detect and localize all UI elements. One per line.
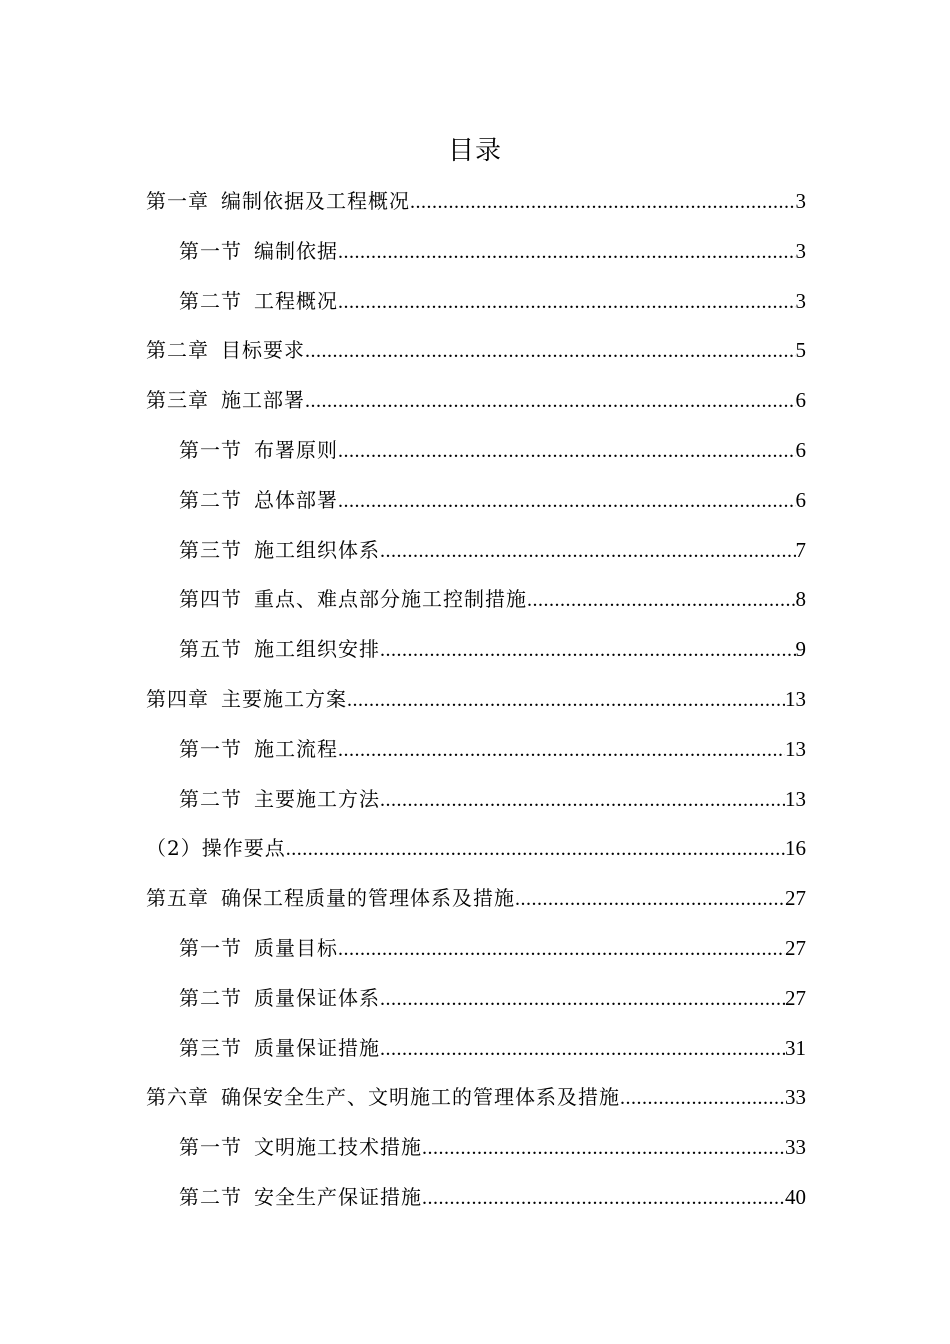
toc-entry-title: 目标要求 [221,338,305,363]
toc-entry[interactable] [146,580,806,630]
toc-page-number: 9 [795,637,806,662]
toc-page-number: 5 [795,338,806,363]
toc-entry-label [146,381,305,419]
toc-page-number: 7 [795,537,806,562]
toc-entry[interactable] [146,282,806,332]
toc-entry-number: 第四章 [146,686,209,711]
toc-entry-title: 确保工程质量的管理体系及措施 [221,886,515,911]
toc-list [146,182,806,1228]
toc-entry[interactable] [146,929,806,979]
toc-page-number: 33 [785,1135,806,1160]
toc-dot-leader [286,830,785,868]
toc-dot-leader [305,382,796,420]
toc-entry-label [146,1078,620,1116]
toc-dot-leader [422,1179,785,1217]
toc-entry-title: 质量保证措施 [254,1035,380,1060]
toc-entry-label [179,481,338,519]
toc-entry-label [179,929,338,967]
toc-entry[interactable] [146,1178,806,1228]
toc-entry[interactable] [146,680,806,730]
toc-entry-number: 第二节 [179,288,242,313]
toc-dot-leader [347,681,785,719]
toc-entry-number: 第一节 [179,1135,242,1160]
toc-entry[interactable] [146,879,806,929]
toc-entry[interactable] [146,381,806,431]
toc-entry-number: 第二章 [146,338,209,363]
toc-entry-number: 第三节 [179,1035,242,1060]
toc-entry-title: 重点、难点部分施工控制措施 [254,587,527,612]
toc-page-number: 6 [795,437,806,462]
toc-entry-number: 第二节 [179,1184,242,1209]
toc-entry-title: 施工部署 [221,388,305,413]
toc-entry-number: 第二节 [179,786,242,811]
toc-page-number: 16 [785,836,806,861]
toc-entry[interactable] [146,182,806,232]
toc-entry-label [179,630,380,668]
toc-entry-label [179,1128,422,1166]
toc-entry[interactable] [146,431,806,481]
toc-entry-label [146,182,410,220]
toc-page-number: 40 [785,1184,806,1209]
toc-entry-label [179,282,338,320]
toc-entry[interactable] [146,1078,806,1128]
toc-dot-leader [380,781,785,819]
toc-entry[interactable] [146,1128,806,1178]
toc-entry-title: 工程概况 [254,288,338,313]
toc-entry-number: 第一节 [179,238,242,263]
toc-entry[interactable] [146,979,806,1029]
toc-entry-label [179,730,338,768]
toc-entry-number: 第一节 [179,935,242,960]
toc-entry-label [179,1029,380,1067]
toc-page-number: 8 [795,587,806,612]
toc-entry-label [179,232,338,270]
toc-entry-title: 总体部署 [254,487,338,512]
toc-dot-leader [338,731,785,769]
toc-entry-label [179,1178,422,1216]
toc-dot-leader [338,930,785,968]
toc-page-number: 3 [795,238,806,263]
toc-dot-leader [338,283,796,321]
toc-entry[interactable] [146,331,806,381]
toc-dot-leader [338,432,796,470]
toc-entry-label [146,680,347,718]
toc-page-number: 3 [795,189,806,213]
toc-entry-label [179,431,338,469]
toc-entry-label [179,580,527,618]
toc-page-number: 13 [785,786,806,811]
toc-entry-number: 第一节 [179,437,242,462]
toc-entry[interactable] [146,1029,806,1079]
toc-entry-title: 文明施工技术措施 [254,1135,422,1160]
toc-entry[interactable] [146,730,806,780]
toc-entry-number: 第四节 [179,587,242,612]
toc-page-number: 6 [795,388,806,413]
toc-dot-leader [380,1030,785,1068]
toc-entry-label [179,531,380,569]
toc-page-number: 31 [785,1035,806,1060]
toc-entry-title: 确保安全生产、文明施工的管理体系及措施 [221,1085,620,1110]
toc-dot-leader [422,1129,785,1167]
toc-entry-number: 第五节 [179,637,242,662]
toc-dot-leader [380,532,796,570]
toc-dot-leader [527,581,796,619]
toc-entry-title: 施工流程 [254,736,338,761]
toc-entry-number: 第六章 [146,1085,209,1110]
toc-page-number: 33 [785,1085,806,1110]
toc-entry-title: 施工组织安排 [254,637,380,662]
toc-entry-number: 第三章 [146,388,209,413]
toc-entry-title: 施工组织体系 [254,537,380,562]
toc-entry-label [179,979,380,1017]
toc-entry-number: 第一节 [179,736,242,761]
toc-page-number: 13 [785,736,806,761]
toc-title: 目录 [447,136,502,166]
toc-entry-label [146,331,305,369]
toc-entry-number: 第三节 [179,537,242,562]
toc-entry-label [146,829,286,867]
toc-page-number: 13 [785,686,806,711]
toc-entry[interactable] [146,481,806,531]
toc-entry-number: 第二节 [179,985,242,1010]
toc-entry[interactable] [146,232,806,282]
toc-entry-title: 质量保证体系 [254,985,380,1010]
toc-entry-number: 第二节 [179,487,242,512]
toc-page-number: 27 [785,935,806,960]
toc-dot-leader [515,880,785,918]
toc-dot-leader [305,332,796,370]
toc-entry-number: 第五章 [146,886,209,911]
toc-entry-title: 编制依据 [254,238,338,263]
toc-entry-title: 主要施工方法 [254,786,380,811]
toc-entry-label [179,780,380,818]
toc-entry-number: （2） [146,836,202,861]
toc-entry-number: 第一章 [146,189,209,213]
toc-page-number: 27 [785,985,806,1010]
toc-page-number: 3 [795,288,806,313]
toc-page-number: 6 [795,487,806,512]
toc-dot-leader [410,183,796,221]
toc-dot-leader [338,482,796,520]
toc-entry[interactable] [146,630,806,680]
toc-dot-leader [380,980,785,1018]
toc-entry-title: 质量目标 [254,935,338,960]
toc-entry-title: 编制依据及工程概况 [221,189,410,213]
toc-entry-label [146,879,515,917]
toc-entry-title: 操作要点 [201,836,286,861]
toc-dot-leader [620,1079,785,1117]
toc-entry[interactable] [146,531,806,581]
toc-entry[interactable] [146,780,806,830]
toc-page-number: 27 [785,886,806,911]
toc-entry-title: 布署原则 [254,437,338,462]
toc-entry-title: 主要施工方案 [221,686,347,711]
toc-entry[interactable] [146,829,806,879]
toc-dot-leader [380,631,796,669]
toc-entry-title: 安全生产保证措施 [254,1184,422,1209]
toc-dot-leader [338,233,796,271]
